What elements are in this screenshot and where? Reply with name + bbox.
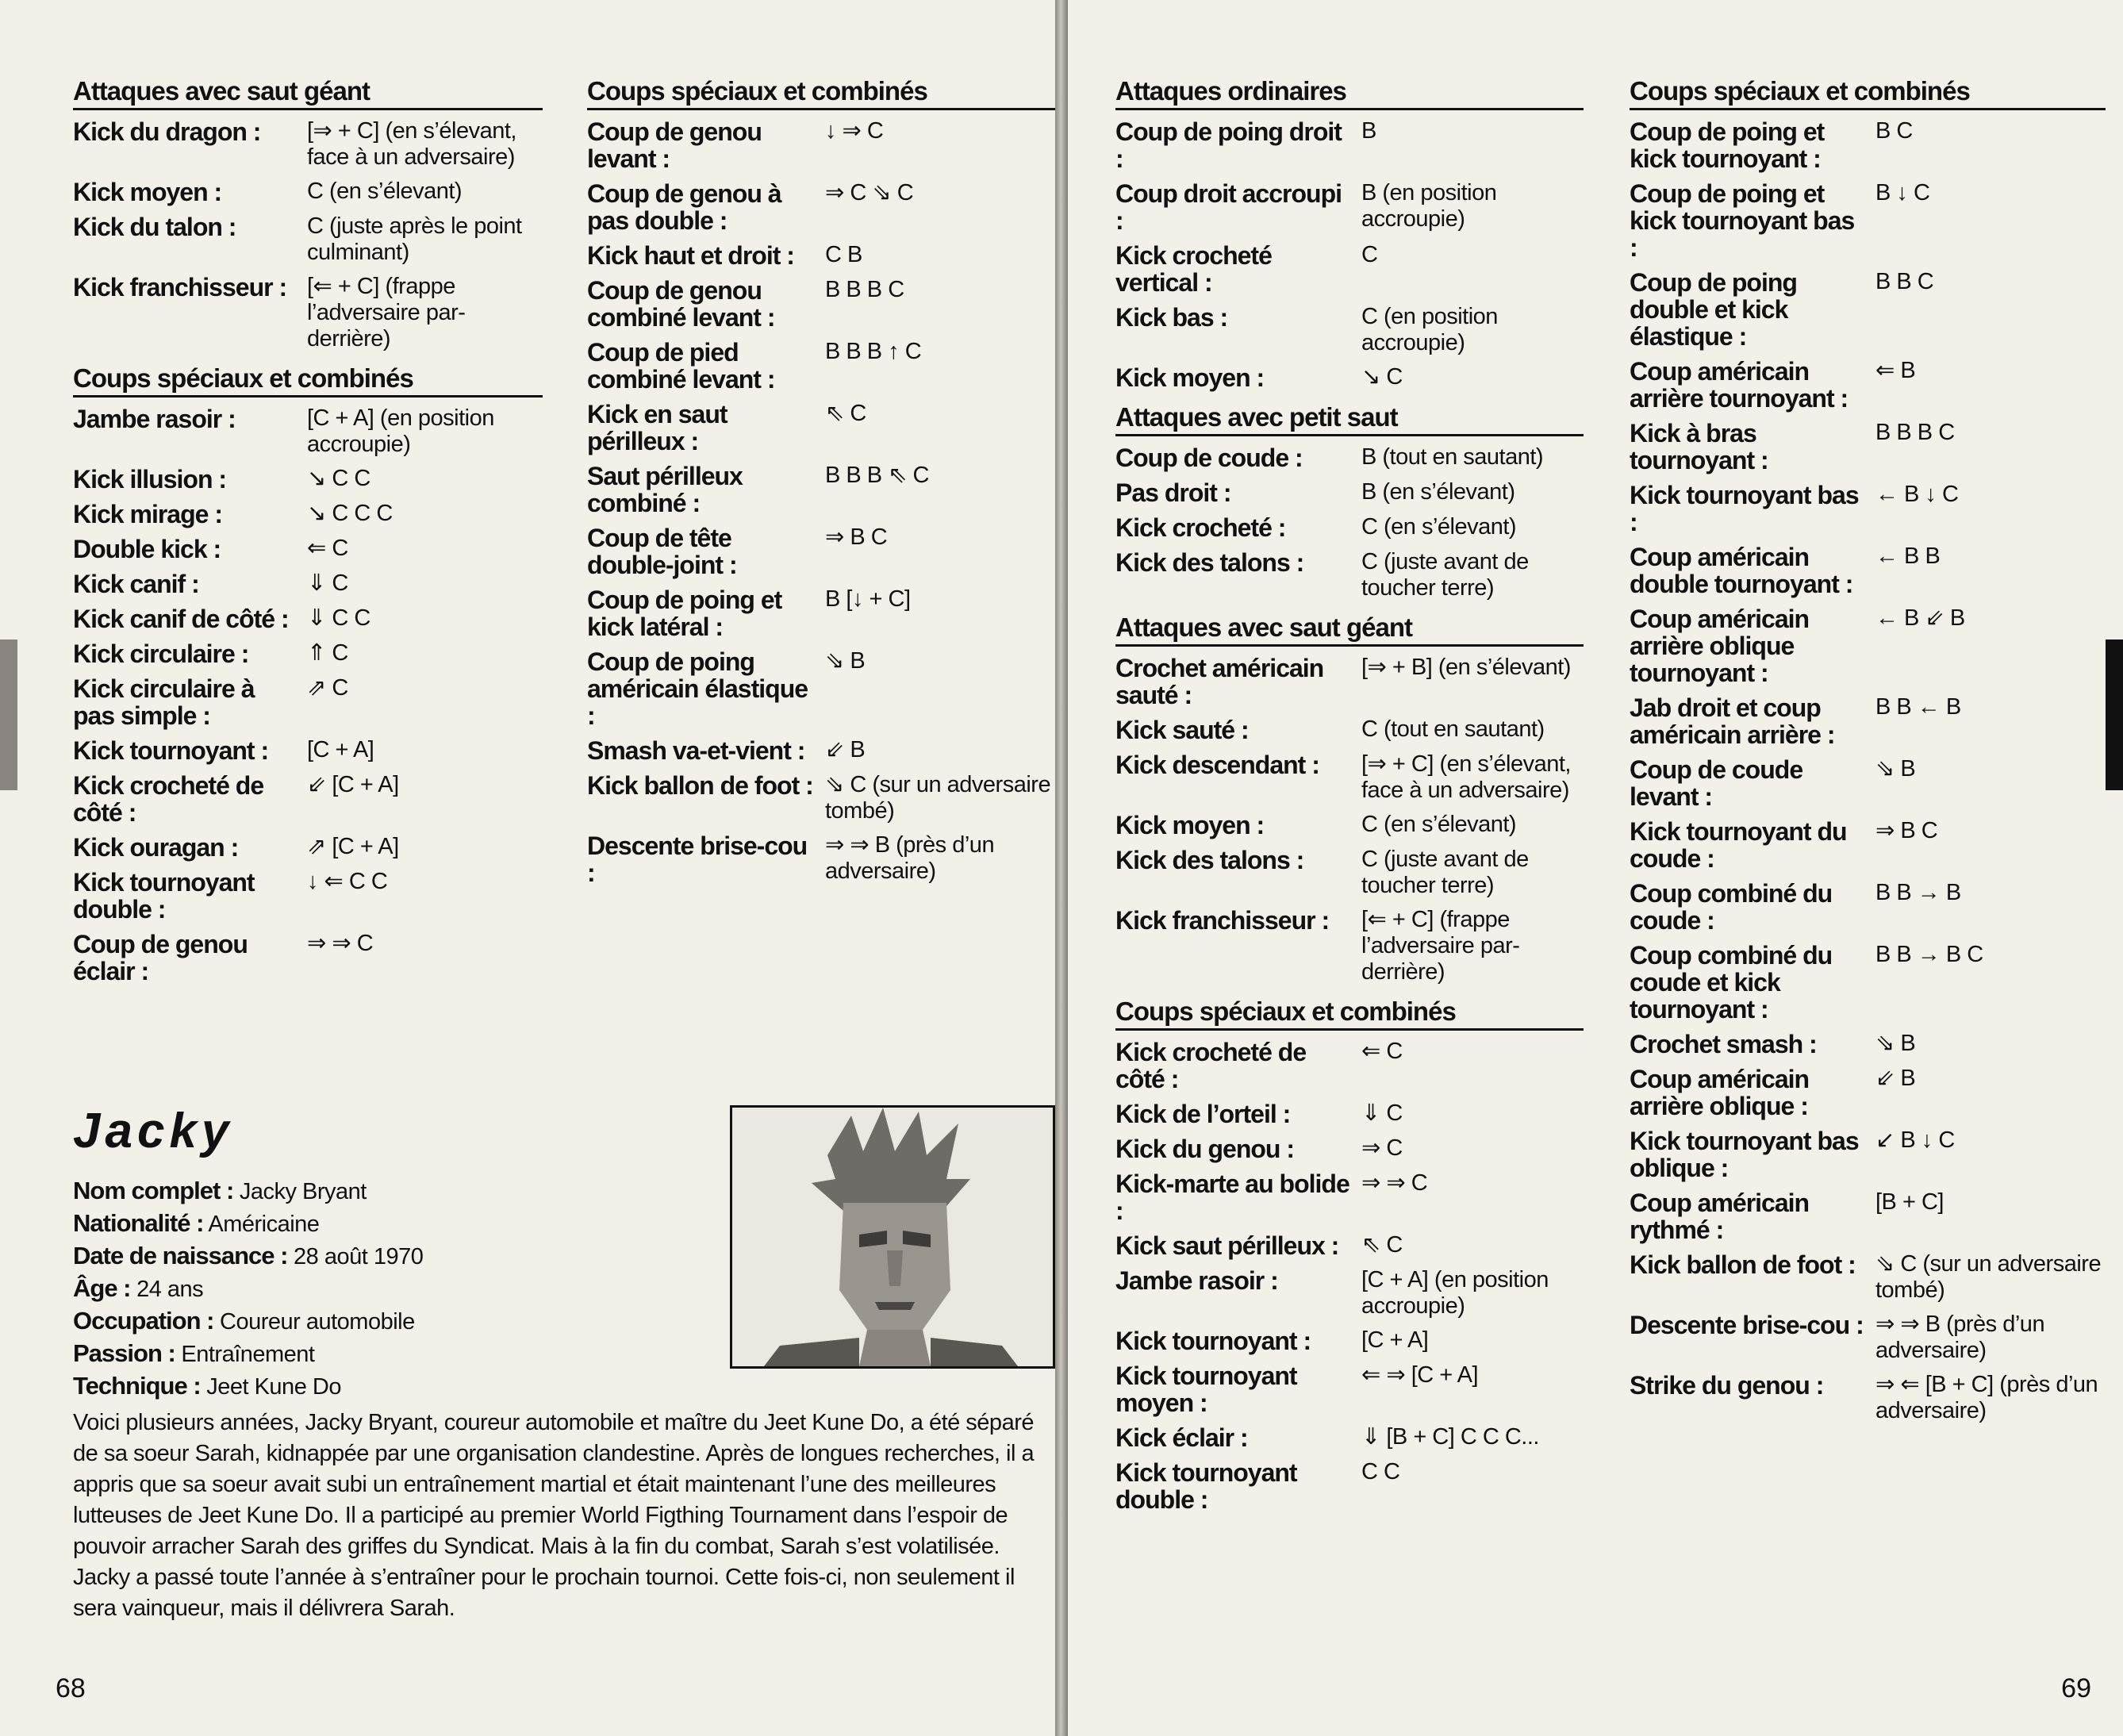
move-input: B C: [1875, 118, 1913, 144]
section-title: Attaques avec saut géant: [73, 76, 543, 110]
move-name: Kick crocheté de côté :: [73, 771, 264, 827]
move-input: B (tout en sautant): [1361, 444, 1544, 470]
move-section: [1115, 997, 1584, 1513]
move-row: [1115, 1170, 1584, 1224]
profile-label: Technique :: [73, 1372, 201, 1400]
move-input: ⇒ ⇒ B (près d’un adversaire): [1875, 1312, 2045, 1363]
move-input: ⇐ ⇒ [C + A]: [1361, 1362, 1479, 1388]
move-row: [1630, 420, 2106, 474]
move-name: Kick franchisseur :: [73, 273, 287, 301]
move-row: [1115, 242, 1584, 296]
move-name: Coup de tête double-joint :: [587, 524, 737, 579]
move-input: C (juste avant de toucher terre): [1361, 847, 1529, 898]
move-input: C (en position accroupie): [1361, 304, 1498, 355]
move-input: ⇘ C (sur un adversaire tombé): [1875, 1251, 2102, 1303]
move-name: Kick en saut périlleux :: [587, 400, 728, 455]
move-input: B ↓ C: [1875, 180, 1930, 205]
move-name: Kick ouragan :: [73, 833, 239, 862]
move-input: ⇒ ⇒ B (près d’un adversaire): [825, 832, 995, 884]
move-row: [587, 648, 1055, 729]
move-row: [1115, 1327, 1584, 1354]
move-row: [587, 180, 1055, 234]
profile-value: Américaine: [208, 1212, 320, 1237]
move-row: [1630, 694, 2106, 748]
move-input: C: [1361, 242, 1378, 267]
profile-label: Passion :: [73, 1339, 175, 1367]
move-input: ⇒ B C: [825, 524, 888, 550]
move-row: [1630, 1312, 2106, 1364]
move-name: Kick sauté :: [1115, 716, 1249, 744]
move-input: [C + A] (en position accroupie): [1361, 1267, 1549, 1319]
move-input: ⇒ ⇐ [B + C] (près d’un adversaire): [1875, 1372, 2098, 1423]
move-name: Descente brise-cou :: [587, 832, 808, 887]
move-input: C C: [1361, 1459, 1400, 1484]
character-bio: Voici plusieurs années, Jacky Bryant, coureur automobile et maître du Jeet Kune Do, a été séparé de sa soeur Sarah, kidnappée par une organisation clandestine. Après de longues recherches, il a appris que sa soeur avait subi un entraînement martial et était maintenant l’une des meilleures lutteuses de Jeet Kune Do. Il a participé au premier World Figthing Tournament dans l’espoir de pouvoir arracher Sarah des griffes du Syndicat. Mais à la fin du combat, Sarah s’est volatilisée. Jacky a passé toute l’année à s’entraîner pour le prochain tournoi. Cette fois-ci, non seulement il sera vainqueur, mais il délivrera Sarah.: [73, 1410, 1035, 1621]
section-title: Attaques ordinaires: [1115, 76, 1584, 110]
move-row: [587, 401, 1055, 455]
move-row: [1115, 118, 1584, 172]
move-row: [1115, 907, 1584, 985]
move-name: Crochet américain sauté :: [1115, 654, 1324, 709]
move-name: Kick franchisseur :: [1115, 906, 1330, 935]
move-row: [73, 772, 543, 826]
move-name: Kick crocheté de côté :: [1115, 1038, 1307, 1093]
move-input: [⇐ + C] (frappe l’adversaire par-derrière): [307, 274, 466, 351]
profile-value: Jeet Kune Do: [206, 1374, 341, 1400]
profile-label: Date de naissance :: [73, 1242, 288, 1269]
move-name: Coup américain arrière oblique tournoyant :: [1630, 605, 1810, 687]
move-section: [1115, 613, 1584, 985]
move-row: [73, 501, 543, 528]
move-input: ⇑ C: [307, 640, 348, 666]
move-row: [73, 179, 543, 205]
move-name: Kick moyen :: [73, 178, 222, 206]
move-name: Kick crocheté :: [1115, 513, 1286, 542]
move-name: Coup de genou levant :: [587, 117, 762, 173]
move-row: [73, 834, 543, 861]
move-name: Coup de poing droit :: [1115, 117, 1342, 173]
move-input: ← B ↓ C: [1875, 482, 1959, 507]
move-row: [1630, 180, 2106, 261]
move-row: [1115, 1424, 1584, 1451]
move-input: B B B ⇖ C: [825, 463, 929, 488]
move-name: Crochet smash :: [1630, 1030, 1817, 1058]
move-name: Kick tournoyant double :: [73, 868, 255, 924]
move-row: [1630, 756, 2106, 810]
move-row: [73, 536, 543, 563]
move-row: [1115, 479, 1584, 506]
move-input: ↘ C: [1361, 364, 1403, 390]
move-input: B B → B C: [1875, 942, 1983, 967]
move-input: B B → B: [1875, 880, 1961, 905]
move-input: ⇓ [B + C] C C C...: [1361, 1424, 1539, 1450]
move-name: Coup de genou combiné levant :: [587, 276, 775, 332]
move-input: C (tout en sautant): [1361, 716, 1545, 742]
move-row: [1630, 880, 2106, 934]
move-input: B (en position accroupie): [1361, 180, 1497, 232]
move-row: [1115, 1135, 1584, 1162]
move-row: [1630, 543, 2106, 597]
move-input: ⇒ C: [1361, 1135, 1403, 1161]
move-section: [1115, 402, 1584, 601]
move-row: [587, 277, 1055, 331]
move-name: Coup de coude :: [1115, 444, 1303, 472]
move-name: Kick tournoyant du coude :: [1630, 817, 1847, 873]
page-number: 69: [2061, 1673, 2091, 1703]
move-name: Pas droit :: [1115, 478, 1231, 507]
move-row: [1115, 1039, 1584, 1093]
move-row: [587, 463, 1055, 517]
move-row: [73, 405, 543, 458]
move-input: ↙ B ↓ C: [1875, 1127, 1955, 1153]
move-input: ⇗ C: [307, 675, 348, 701]
book-spine: [1055, 0, 1068, 1736]
move-row: [1115, 444, 1584, 471]
move-row: [1115, 180, 1584, 234]
move-input: ⇙ [C + A]: [307, 772, 399, 797]
move-row: [73, 931, 543, 985]
move-row: [73, 213, 543, 266]
move-row: [1115, 1100, 1584, 1127]
move-row: [73, 274, 543, 352]
move-input: ← B B: [1875, 543, 1941, 569]
move-input: ⇘ C (sur un adversaire tombé): [825, 772, 1051, 824]
page-left: [0, 0, 1055, 1736]
left-column-1: [73, 76, 543, 996]
move-input: ⇘ B: [1875, 756, 1916, 782]
move-row: [1630, 1031, 2106, 1058]
move-name: Kick circulaire :: [73, 639, 249, 668]
move-row: [1630, 118, 2106, 172]
move-row: [73, 605, 543, 632]
move-name: Kick tournoyant moyen :: [1115, 1362, 1297, 1417]
move-name: Kick éclair :: [1115, 1423, 1248, 1452]
move-row: [1115, 716, 1584, 743]
section-title: Coups spéciaux et combinés: [1115, 997, 1584, 1031]
move-row: [1630, 1127, 2106, 1181]
move-row: [1630, 818, 2106, 872]
move-name: Kick bas :: [1115, 303, 1228, 332]
move-name: Jambe rasoir :: [73, 405, 236, 433]
move-row: [587, 118, 1055, 172]
move-row: [1630, 482, 2106, 536]
move-row: [1115, 751, 1584, 804]
move-row: [73, 640, 543, 667]
move-input: C (en s’élevant): [1361, 514, 1517, 540]
move-name: Kick de l’orteil :: [1115, 1100, 1291, 1128]
move-name: Coup combiné du coude :: [1630, 879, 1833, 935]
section-title: Coups spéciaux et combinés: [1630, 76, 2106, 110]
move-input: ⇘ B: [825, 648, 866, 674]
move-name: Kick haut et droit :: [587, 241, 794, 270]
move-input: ⇖ C: [1361, 1232, 1403, 1258]
move-input: B B C: [1875, 269, 1934, 294]
left-column-2: [587, 76, 1055, 897]
move-row: [1115, 812, 1584, 839]
move-row: [1115, 847, 1584, 899]
move-row: [1115, 549, 1584, 601]
move-name: Kick du talon :: [73, 213, 236, 241]
move-row: [1115, 514, 1584, 541]
move-row: [73, 737, 543, 764]
move-name: Saut périlleux combiné :: [587, 462, 743, 517]
move-name: Kick des talons :: [1115, 846, 1304, 874]
move-name: Kick du genou :: [1115, 1135, 1294, 1163]
move-input: ⇓ C: [1361, 1100, 1403, 1126]
profile-label: Nom complet :: [73, 1177, 234, 1204]
move-name: Coup américain arrière tournoyant :: [1630, 357, 1849, 413]
move-row: [1630, 1066, 2106, 1120]
move-input: ⇖ C: [825, 401, 866, 426]
move-row: [1630, 1372, 2106, 1424]
page-number: 68: [56, 1673, 86, 1703]
move-input: ⇙ B: [825, 737, 866, 762]
move-row: [1115, 364, 1584, 391]
move-input: C (juste avant de toucher terre): [1361, 549, 1529, 601]
move-section: [73, 76, 543, 352]
move-input: ⇒ ⇒ C: [1361, 1170, 1428, 1196]
character-name: Jacky: [73, 1104, 234, 1158]
move-row: [1115, 1459, 1584, 1513]
move-input: B: [1361, 118, 1376, 144]
move-name: Coup de poing et kick tournoyant bas :: [1630, 179, 1855, 262]
move-input: C (en s’élevant): [1361, 812, 1517, 837]
move-input: B B B ↑ C: [825, 339, 922, 364]
move-name: Kick tournoyant bas oblique :: [1630, 1127, 1859, 1182]
move-name: Kick tournoyant double :: [1115, 1458, 1297, 1514]
move-row: [1115, 1362, 1584, 1416]
move-input: ⇓ C: [307, 570, 348, 596]
move-input: ↓ ⇐ C C: [307, 869, 388, 894]
move-input: C (en s’élevant): [307, 179, 463, 204]
move-section: [1630, 76, 2106, 1424]
move-input: B (en s’élevant): [1361, 479, 1515, 505]
section-title: Attaques avec petit saut: [1115, 402, 1584, 436]
move-name: Kick tournoyant bas :: [1630, 481, 1859, 536]
move-name: Kick moyen :: [1115, 363, 1265, 392]
move-name: Kick tournoyant :: [1115, 1327, 1311, 1355]
right-column-1: [1115, 76, 1584, 1524]
move-row: [73, 118, 543, 171]
move-name: Coup de poing et kick latéral :: [587, 586, 782, 641]
move-name: Double kick :: [73, 535, 221, 563]
move-input: ⇒ B C: [1875, 818, 1938, 843]
profile-line: [73, 1370, 1055, 1403]
move-input: ⇓ C C: [307, 605, 370, 631]
move-name: Kick descendant :: [1115, 751, 1319, 779]
move-row: [1630, 605, 2106, 686]
move-name: Coup américain double tournoyant :: [1630, 543, 1853, 598]
move-input: [⇒ + C] (en s’élevant, face à un adversaire): [307, 118, 516, 170]
right-edge-tab: [2106, 639, 2123, 790]
move-name: Coup américain arrière oblique :: [1630, 1065, 1810, 1120]
portrait-image: [732, 1108, 1053, 1366]
move-name: Coup de coude levant :: [1630, 755, 1803, 811]
move-input: [C + A]: [1361, 1327, 1429, 1353]
move-name: Coup américain rythmé :: [1630, 1189, 1810, 1244]
move-name: Kick illusion :: [73, 465, 227, 494]
move-name: Kick ballon de foot :: [1630, 1250, 1856, 1279]
right-column-2: [1630, 76, 2106, 1435]
move-name: Strike du genou :: [1630, 1371, 1824, 1400]
move-input: C (juste après le point culminant): [307, 213, 522, 265]
move-section: [1115, 76, 1584, 391]
move-name: Coup droit accroupi :: [1115, 179, 1342, 235]
move-input: ⇒ ⇒ C: [307, 931, 374, 956]
move-row: [1630, 942, 2106, 1023]
section-title: Coups spéciaux et combinés: [587, 76, 1055, 110]
move-input: B B B C: [825, 277, 904, 302]
move-row: [587, 339, 1055, 393]
move-name: Kick moyen :: [1115, 811, 1265, 839]
profile-label: Nationalité :: [73, 1209, 204, 1237]
move-input: B B ← B: [1875, 694, 1961, 720]
move-input: ⇐ B: [1875, 358, 1916, 383]
profile-value: Coureur automobile: [220, 1309, 415, 1335]
move-row: [587, 772, 1055, 824]
move-name: Kick ballon de foot :: [587, 771, 813, 800]
move-input: [⇒ + B] (en s’élevant): [1361, 655, 1571, 680]
profile-value: 24 ans: [136, 1277, 204, 1302]
move-name: Jambe rasoir :: [1115, 1266, 1278, 1295]
move-row: [1630, 358, 2106, 412]
move-row: [1115, 304, 1584, 356]
move-name: Coup de poing et kick tournoyant :: [1630, 117, 1825, 173]
move-section: [73, 363, 543, 985]
page-right: [1068, 0, 2123, 1736]
move-name: Kick canif de côté :: [73, 605, 289, 633]
profile-value: 28 août 1970: [294, 1244, 424, 1269]
move-name: Kick-marte au bolide :: [1115, 1169, 1349, 1225]
move-row: [587, 242, 1055, 269]
move-name: Kick du dragon :: [73, 117, 261, 146]
move-input: ⇘ B: [1875, 1031, 1916, 1056]
section-title: Attaques avec saut géant: [1115, 613, 1584, 647]
move-row: [587, 737, 1055, 764]
move-name: Smash va-et-vient :: [587, 736, 805, 765]
move-name: Coup combiné du coude et kick tournoyant :: [1630, 941, 1833, 1024]
move-row: [1630, 1189, 2106, 1243]
move-row: [587, 586, 1055, 640]
move-input: B B B C: [1875, 420, 1955, 445]
profile-value: Entraînement: [181, 1342, 315, 1367]
move-input: ⇗ [C + A]: [307, 834, 399, 859]
move-input: [⇒ + C] (en s’élevant, face à un adversaire): [1361, 751, 1571, 803]
move-input: B [↓ + C]: [825, 586, 911, 612]
section-title: Coups spéciaux et combinés: [73, 363, 543, 398]
move-input: ⇒ C ⇘ C: [825, 180, 914, 205]
move-name: Kick mirage :: [73, 500, 222, 528]
move-name: Jab droit et coup américain arrière :: [1630, 693, 1835, 749]
move-name: Coup de poing double et kick élastique :: [1630, 268, 1797, 351]
move-input: C B: [825, 242, 862, 267]
move-input: ⇐ C: [307, 536, 348, 561]
move-row: [73, 675, 543, 729]
move-row: [73, 570, 543, 597]
move-name: Kick saut périlleux :: [1115, 1231, 1339, 1260]
move-name: Descente brise-cou :: [1630, 1311, 1864, 1339]
move-input: ⇙ B: [1875, 1066, 1916, 1091]
move-section: [587, 76, 1055, 886]
move-input: [C + A]: [307, 737, 374, 762]
character-portrait: [730, 1105, 1055, 1369]
move-row: [1630, 1251, 2106, 1304]
move-name: Coup de genou éclair :: [73, 930, 248, 985]
move-row: [1115, 1232, 1584, 1259]
move-input: [C + A] (en position accroupie): [307, 405, 494, 457]
move-row: [1115, 1267, 1584, 1319]
move-name: Kick tournoyant :: [73, 736, 269, 765]
move-name: Coup de poing américain élastique :: [587, 647, 808, 730]
move-input: ↘ C C C: [307, 501, 393, 526]
move-row: [73, 466, 543, 493]
move-row: [1115, 655, 1584, 709]
move-row: [587, 524, 1055, 578]
move-input: ← B ⇙ B: [1875, 605, 1965, 631]
move-name: Kick des talons :: [1115, 548, 1304, 577]
move-input: ↓ ⇒ C: [825, 118, 884, 144]
move-row: [587, 832, 1055, 886]
move-input: ⇐ C: [1361, 1039, 1403, 1064]
move-name: Kick crocheté vertical :: [1115, 241, 1272, 297]
move-input: [B + C]: [1875, 1189, 1944, 1215]
move-row: [73, 869, 543, 923]
move-row: [1630, 269, 2106, 350]
move-name: Kick circulaire à pas simple :: [73, 674, 255, 730]
move-name: Kick canif :: [73, 570, 199, 598]
move-input: ↘ C C: [307, 466, 370, 491]
profile-label: Âge :: [73, 1274, 131, 1302]
move-name: Coup de pied combiné levant :: [587, 338, 775, 394]
move-name: Coup de genou à pas double :: [587, 179, 781, 235]
left-edge-tab: [0, 639, 17, 790]
profile-label: Occupation :: [73, 1307, 214, 1335]
profile-value: Jacky Bryant: [239, 1179, 367, 1204]
move-input: [⇐ + C] (frappe l’adversaire par-derrière): [1361, 907, 1520, 985]
move-name: Kick à bras tournoyant :: [1630, 419, 1768, 474]
